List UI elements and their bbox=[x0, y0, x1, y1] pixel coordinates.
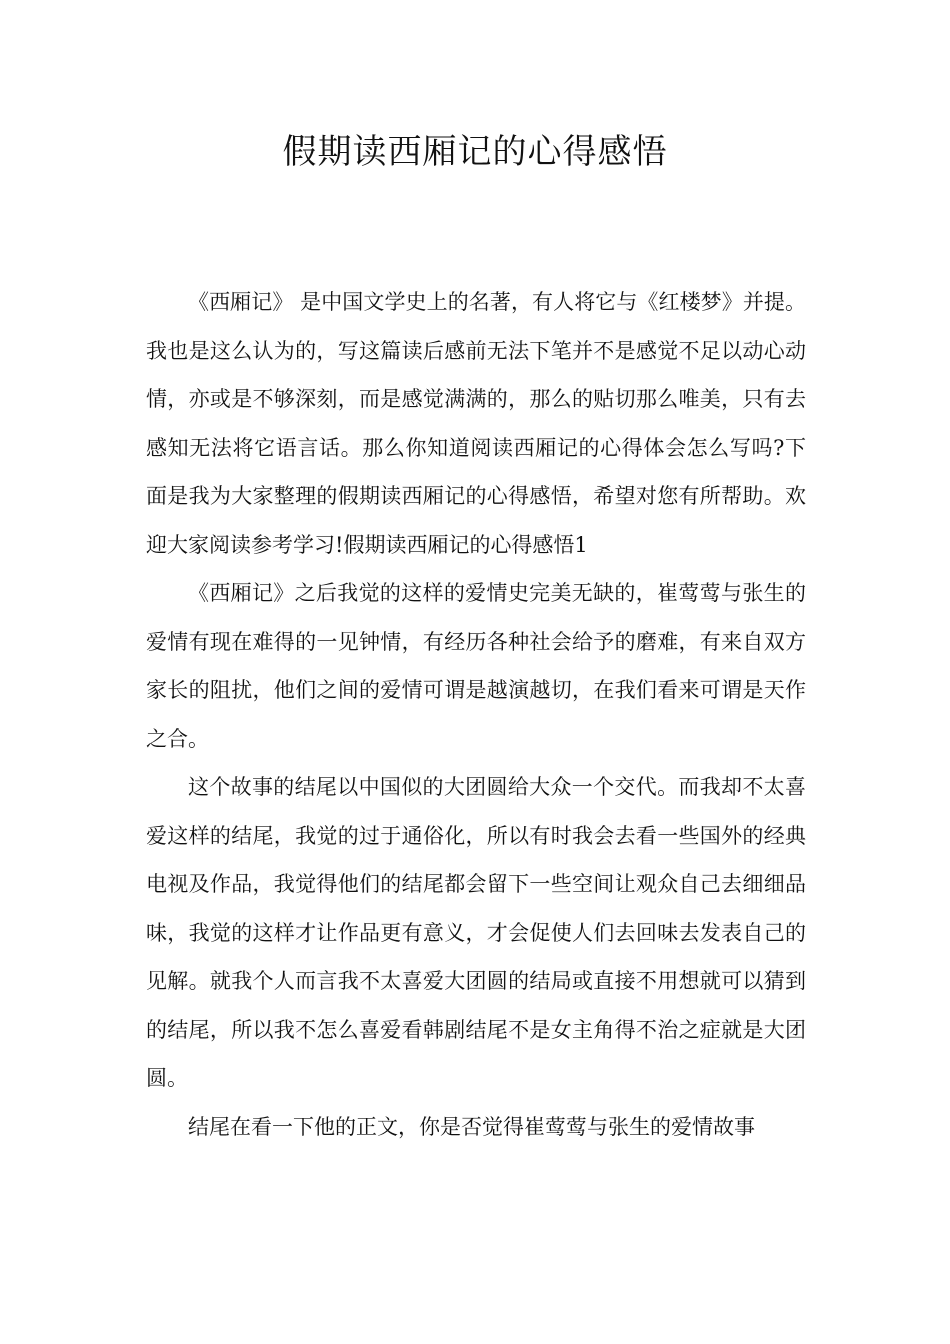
document-title: 假期读西厢记的心得感悟 bbox=[282, 132, 668, 172]
paragraph-intro: 《西厢记》 是中国文学史上的名著，有人将它与《红楼梦》并提。我也是这么认为的，写这篇读后感前无法下笔并不是感觉不足以动心动情，亦或是不够深刻，而是感觉满满的，那么的贴切那么唯美，只有去感知无法将它语言话。那么你知道阅读西厢记的心得体会怎么写吗?下面是我为大家整理的假期读西厢记的心得感悟，希望对您有所帮助。欢迎大家阅读参考学习!假期读西厢记的心得感悟1 bbox=[146, 290, 806, 557]
paragraph-love-story: 《西厢记》之后我觉的这样的爱情史完美无缺的，崔莺莺与张生的爱情有现在难得的一见钟情，有经历各种社会给予的磨难，有来自双方家长的阻扰，他们之间的爱情可谓是越演越切，在我们看来可谓是天作之合。 bbox=[146, 581, 806, 751]
paragraph-main-text: 结尾在看一下他的正文，你是否觉得崔莺莺与张生的爱情故事 bbox=[188, 1114, 755, 1139]
document-body bbox=[146, 278, 806, 1151]
paragraph-ending: 这个故事的结尾以中国似的大团圆给大众一个交代。而我却不太喜爱这样的结尾，我觉的过于通俗化，所以有时我会去看一些国外的经典电视及作品，我觉得他们的结尾都会留下一些空间让观众自己去细细品味，我觉的这样才让作品更有意义，才会促使人们去回味去发表自己的见解。就我个人而言我不太喜爱大团圆的结局或直接不用想就可以猜到的结尾，所以我不怎么喜爱看韩剧结尾不是女主角得不治之症就是大团圆。 bbox=[146, 775, 806, 1090]
